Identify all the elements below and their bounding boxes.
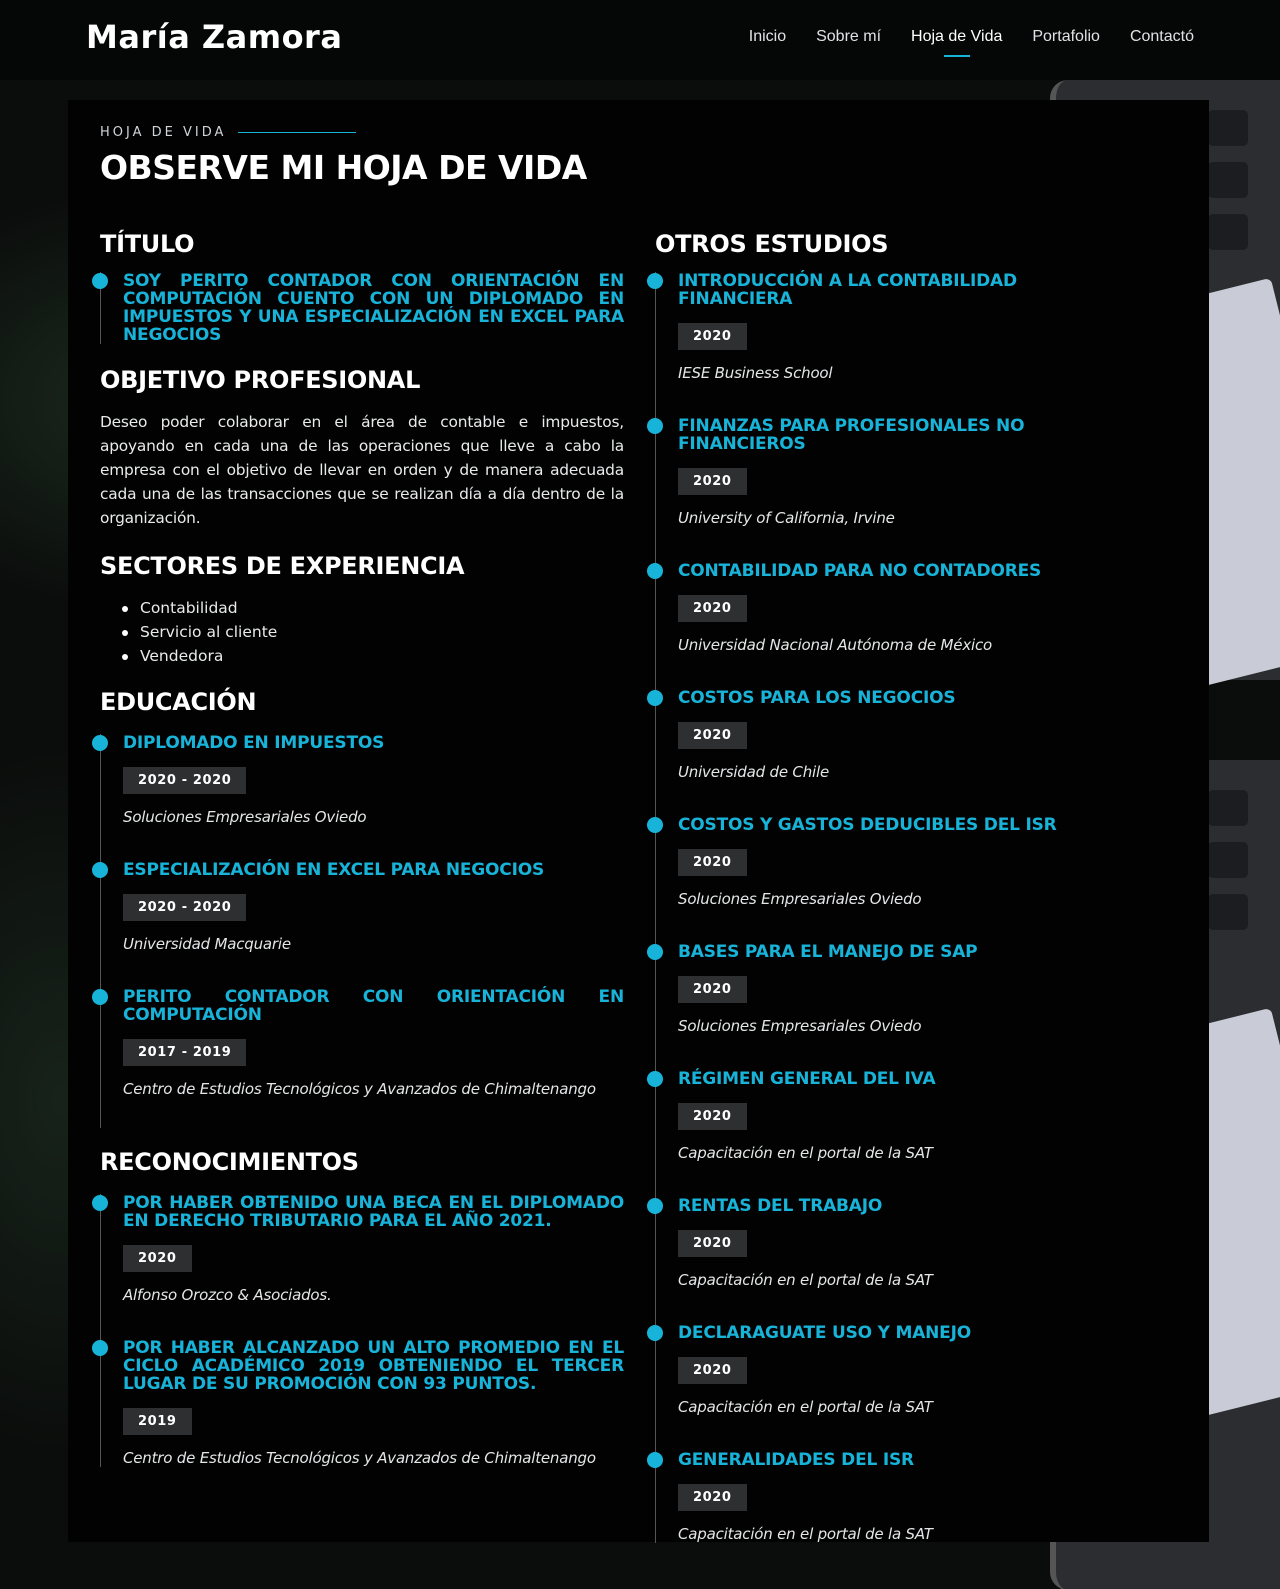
institution: Universidad Nacional Autónoma de México — [678, 636, 992, 654]
institution: Soluciones Empresariales Oviedo — [678, 890, 922, 908]
kicker-line — [238, 132, 356, 133]
top-navbar — [0, 0, 1280, 80]
year-badge: 2020 — [678, 595, 747, 622]
section-title: OBSERVE MI HOJA DE VIDA — [100, 148, 587, 187]
recognition-title: POR HABER ALCANZADO UN ALTO PROMEDIO EN EL CICLO ACADÉMICO 2019 OBTENIENDO EL TERCER LUGAR DE SU PROMOCIÓN CON 93 PUNTOS. — [123, 1338, 624, 1394]
timeline-item — [123, 734, 624, 826]
year-badge: 2020 - 2020 — [123, 767, 246, 794]
right-column — [655, 230, 1125, 1543]
main-nav — [749, 28, 1194, 52]
timeline-item — [678, 1451, 1125, 1543]
institution: Capacitación en el portal de la SAT — [678, 1144, 933, 1162]
year-badge: 2020 — [678, 1357, 747, 1384]
year-badge: 2020 — [678, 323, 747, 350]
timeline-item — [123, 272, 624, 344]
recognition-title: POR HABER OBTENIDO UNA BECA EN EL DIPLOMADO EN DERECHO TRIBUTARIO PARA EL AÑO 2021. — [123, 1193, 624, 1231]
study-title: GENERALIDADES DEL ISR — [678, 1450, 914, 1470]
institution: IESE Business School — [678, 364, 833, 382]
nav-hoja-de-vida[interactable]: Hoja de Vida — [911, 28, 1002, 52]
institution: Capacitación en el portal de la SAT — [678, 1398, 933, 1416]
institution: University of California, Irvine — [678, 509, 895, 527]
educacion-timeline — [100, 734, 624, 1128]
year-badge: 2020 — [678, 1484, 747, 1511]
timeline-item — [678, 816, 1125, 908]
institution: Universidad Macquarie — [123, 935, 291, 953]
timeline-item — [123, 861, 624, 953]
timeline-item — [678, 689, 1125, 781]
education-title: DIPLOMADO EN IMPUESTOS — [123, 733, 385, 753]
year-badge: 2020 — [678, 722, 747, 749]
nav-portafolio[interactable]: Portafolio — [1032, 28, 1100, 45]
year-badge: 2017 - 2019 — [123, 1039, 246, 1066]
year-badge: 2020 — [123, 1245, 192, 1272]
year-badge: 2019 — [123, 1408, 192, 1435]
otros-timeline — [655, 272, 1125, 1543]
year-badge: 2020 — [678, 976, 747, 1003]
study-title: BASES PARA EL MANEJO DE SAP — [678, 942, 978, 962]
study-title: DECLARAGUATE USO Y MANEJO — [678, 1323, 971, 1343]
timeline-item — [678, 1197, 1125, 1289]
titulo-text: SOY PERITO CONTADOR CON ORIENTACIÓN EN COMPUTACIÓN CUENTO CON UN DIPLOMADO EN IMPUESTOS Y UNA ESPECIALIZACIÓN EN EXCEL PARA NEGOCIOS — [123, 271, 624, 345]
left-column — [100, 230, 624, 1467]
nav-contacto[interactable]: Contactó — [1129, 28, 1194, 45]
educacion-heading: EDUCACIÓN — [100, 688, 257, 716]
timeline-item — [123, 1339, 624, 1467]
education-title: PERITO CONTADOR CON ORIENTACIÓN EN COMPUTACIÓN — [123, 987, 624, 1025]
institution: Capacitación en el portal de la SAT — [678, 1525, 933, 1543]
institution: Universidad de Chile — [678, 763, 829, 781]
list-item: Vendedora — [122, 644, 624, 668]
site-brand[interactable]: María Zamora — [86, 18, 343, 56]
timeline-item — [678, 1324, 1125, 1416]
institution: Centro de Estudios Tecnológicos y Avanzados de Chimaltenango — [123, 1449, 596, 1467]
institution: Soluciones Empresariales Oviedo — [678, 1017, 922, 1035]
titulo-heading: TÍTULO — [100, 230, 195, 258]
objetivo-text: Deseo poder colaborar en el área de contable e impuestos, apoyando en cada una de las operaciones que lleve a cabo la empresa con el objetivo de llevar en orden y de manera adecuada cada una de las transacciones que se realizan día a día dentro de la organización. — [100, 413, 624, 527]
study-title: RENTAS DEL TRABAJO — [678, 1196, 883, 1216]
study-title: RÉGIMEN GENERAL DEL IVA — [678, 1069, 936, 1089]
timeline-item — [678, 943, 1125, 1035]
study-title: COSTOS Y GASTOS DEDUCIBLES DEL ISR — [678, 815, 1057, 835]
sectores-list — [100, 596, 624, 668]
timeline-item — [123, 1194, 624, 1304]
year-badge: 2020 - 2020 — [123, 894, 246, 921]
institution: Soluciones Empresariales Oviedo — [123, 808, 367, 826]
institution: Alfonso Orozco & Asociados. — [123, 1286, 332, 1304]
timeline-item — [678, 272, 1125, 382]
sectores-heading: SECTORES DE EXPERIENCIA — [100, 552, 465, 580]
study-title: FINANZAS PARA PROFESIONALES NO FINANCIEROS — [678, 416, 1025, 454]
nav-inicio[interactable]: Inicio — [748, 28, 787, 45]
list-item: Contabilidad — [122, 596, 624, 620]
list-item: Servicio al cliente — [122, 620, 624, 644]
resume-panel — [68, 100, 1209, 1542]
institution: Centro de Estudios Tecnológicos y Avanzados de Chimaltenango — [123, 1080, 596, 1098]
year-badge: 2020 — [678, 849, 747, 876]
titulo-timeline — [100, 272, 624, 344]
year-badge: 2020 — [678, 1230, 747, 1257]
otros-heading: OTROS ESTUDIOS — [655, 230, 889, 258]
reconocimientos-heading: RECONOCIMIENTOS — [100, 1148, 359, 1176]
study-title: INTRODUCCIÓN A LA CONTABILIDAD FINANCIERA — [678, 271, 1017, 309]
institution: Capacitación en el portal de la SAT — [678, 1271, 933, 1289]
education-title: ESPECIALIZACIÓN EN EXCEL PARA NEGOCIOS — [123, 860, 545, 880]
section-kicker: HOJA DE VIDA — [100, 125, 356, 140]
timeline-item — [678, 562, 1125, 654]
objetivo-heading: OBJETIVO PROFESIONAL — [100, 366, 421, 394]
year-badge: 2020 — [678, 1103, 747, 1130]
reconocimientos-timeline — [100, 1194, 624, 1467]
timeline-item — [123, 988, 624, 1098]
study-title: CONTABILIDAD PARA NO CONTADORES — [678, 561, 1042, 581]
year-badge: 2020 — [678, 468, 747, 495]
timeline-item — [678, 417, 1125, 527]
nav-sobre-mi[interactable]: Sobre mí — [816, 28, 882, 45]
study-title: COSTOS PARA LOS NEGOCIOS — [678, 688, 956, 708]
timeline-item — [678, 1070, 1125, 1162]
